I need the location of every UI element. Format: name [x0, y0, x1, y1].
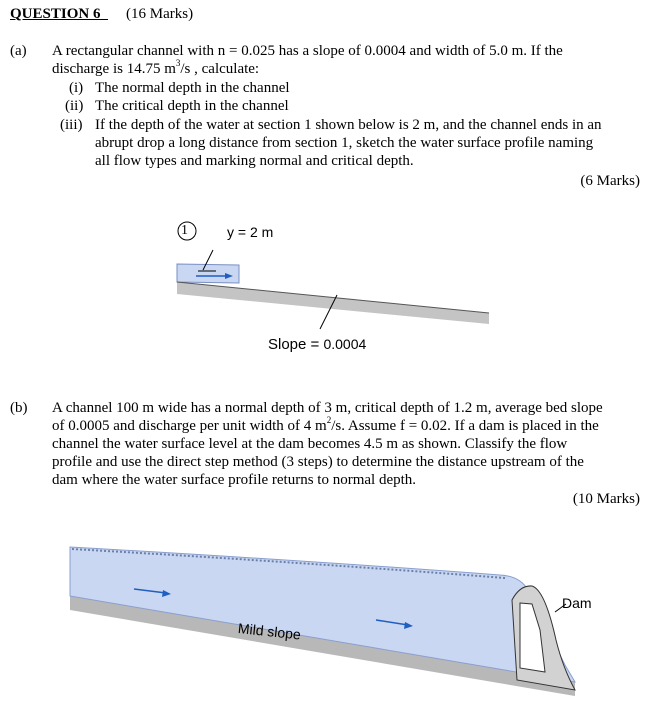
depth-label: y = 2 m [227, 224, 274, 240]
part-b-line4: profile and use the direct step method (3 steps) to determine the distance upstream of the [52, 454, 584, 470]
part-b-label: (b) [10, 400, 28, 416]
part-a-label: (a) [10, 43, 27, 59]
part-a-marks: (6 Marks) [580, 173, 640, 189]
part-b-marks: (10 Marks) [572, 491, 640, 507]
part-a-line1: A rectangular channel with n = 0.025 has a slope of 0.0004 and width of 5.0 m. If the [52, 43, 563, 59]
part-b-line3: channel the water surface level at the dam becomes 4.5 m as shown. Classify the flow [52, 436, 568, 452]
dam-label: Dam [562, 595, 592, 611]
part-a-item-ii-text: The critical depth in the channel [95, 98, 289, 114]
section-1-label: 1 [181, 223, 188, 238]
part-b-line2: of 0.0005 and discharge per unit width of 4 $m^2/s$. Assume f = 0.02. If a dam is placed in the [52, 415, 599, 434]
part-a-item-i-text: The normal depth in the channel [95, 80, 290, 96]
part-a-item-iii-num: (iii) [60, 117, 83, 133]
part-a-item-iii-line2: abrupt drop a long distance from section 1, sketch the water surface profile naming [95, 135, 594, 151]
question-marks: (16 Marks) [126, 6, 194, 22]
part-a-item-iii-line3: all flow types and marking normal and critical depth. [95, 153, 414, 169]
slope-label: Slope = 0.0004 [268, 336, 367, 353]
part-b-line1: A channel 100 m wide has a normal depth of 3 m, critical depth of 1.2 m, average bed slope [52, 400, 603, 416]
part-a-line2: discharge is 14.75 $m^3/s$ , calculate: [52, 58, 260, 77]
part-a-item-ii-num: (ii) [65, 98, 84, 114]
water-section-a [177, 264, 239, 283]
part-b-line5: dam where the water surface profile returns to normal depth. [52, 472, 417, 488]
part-a-item-i-num: (i) [69, 80, 84, 96]
question-title: QUESTION 6 [10, 6, 101, 22]
figure-b [70, 547, 575, 696]
part-a-item-iii-line1: If the depth of the water at section 1 shown below is 2 m, and the channel ends in an [95, 117, 602, 133]
mild-slope-label: Mild slope [237, 619, 302, 643]
